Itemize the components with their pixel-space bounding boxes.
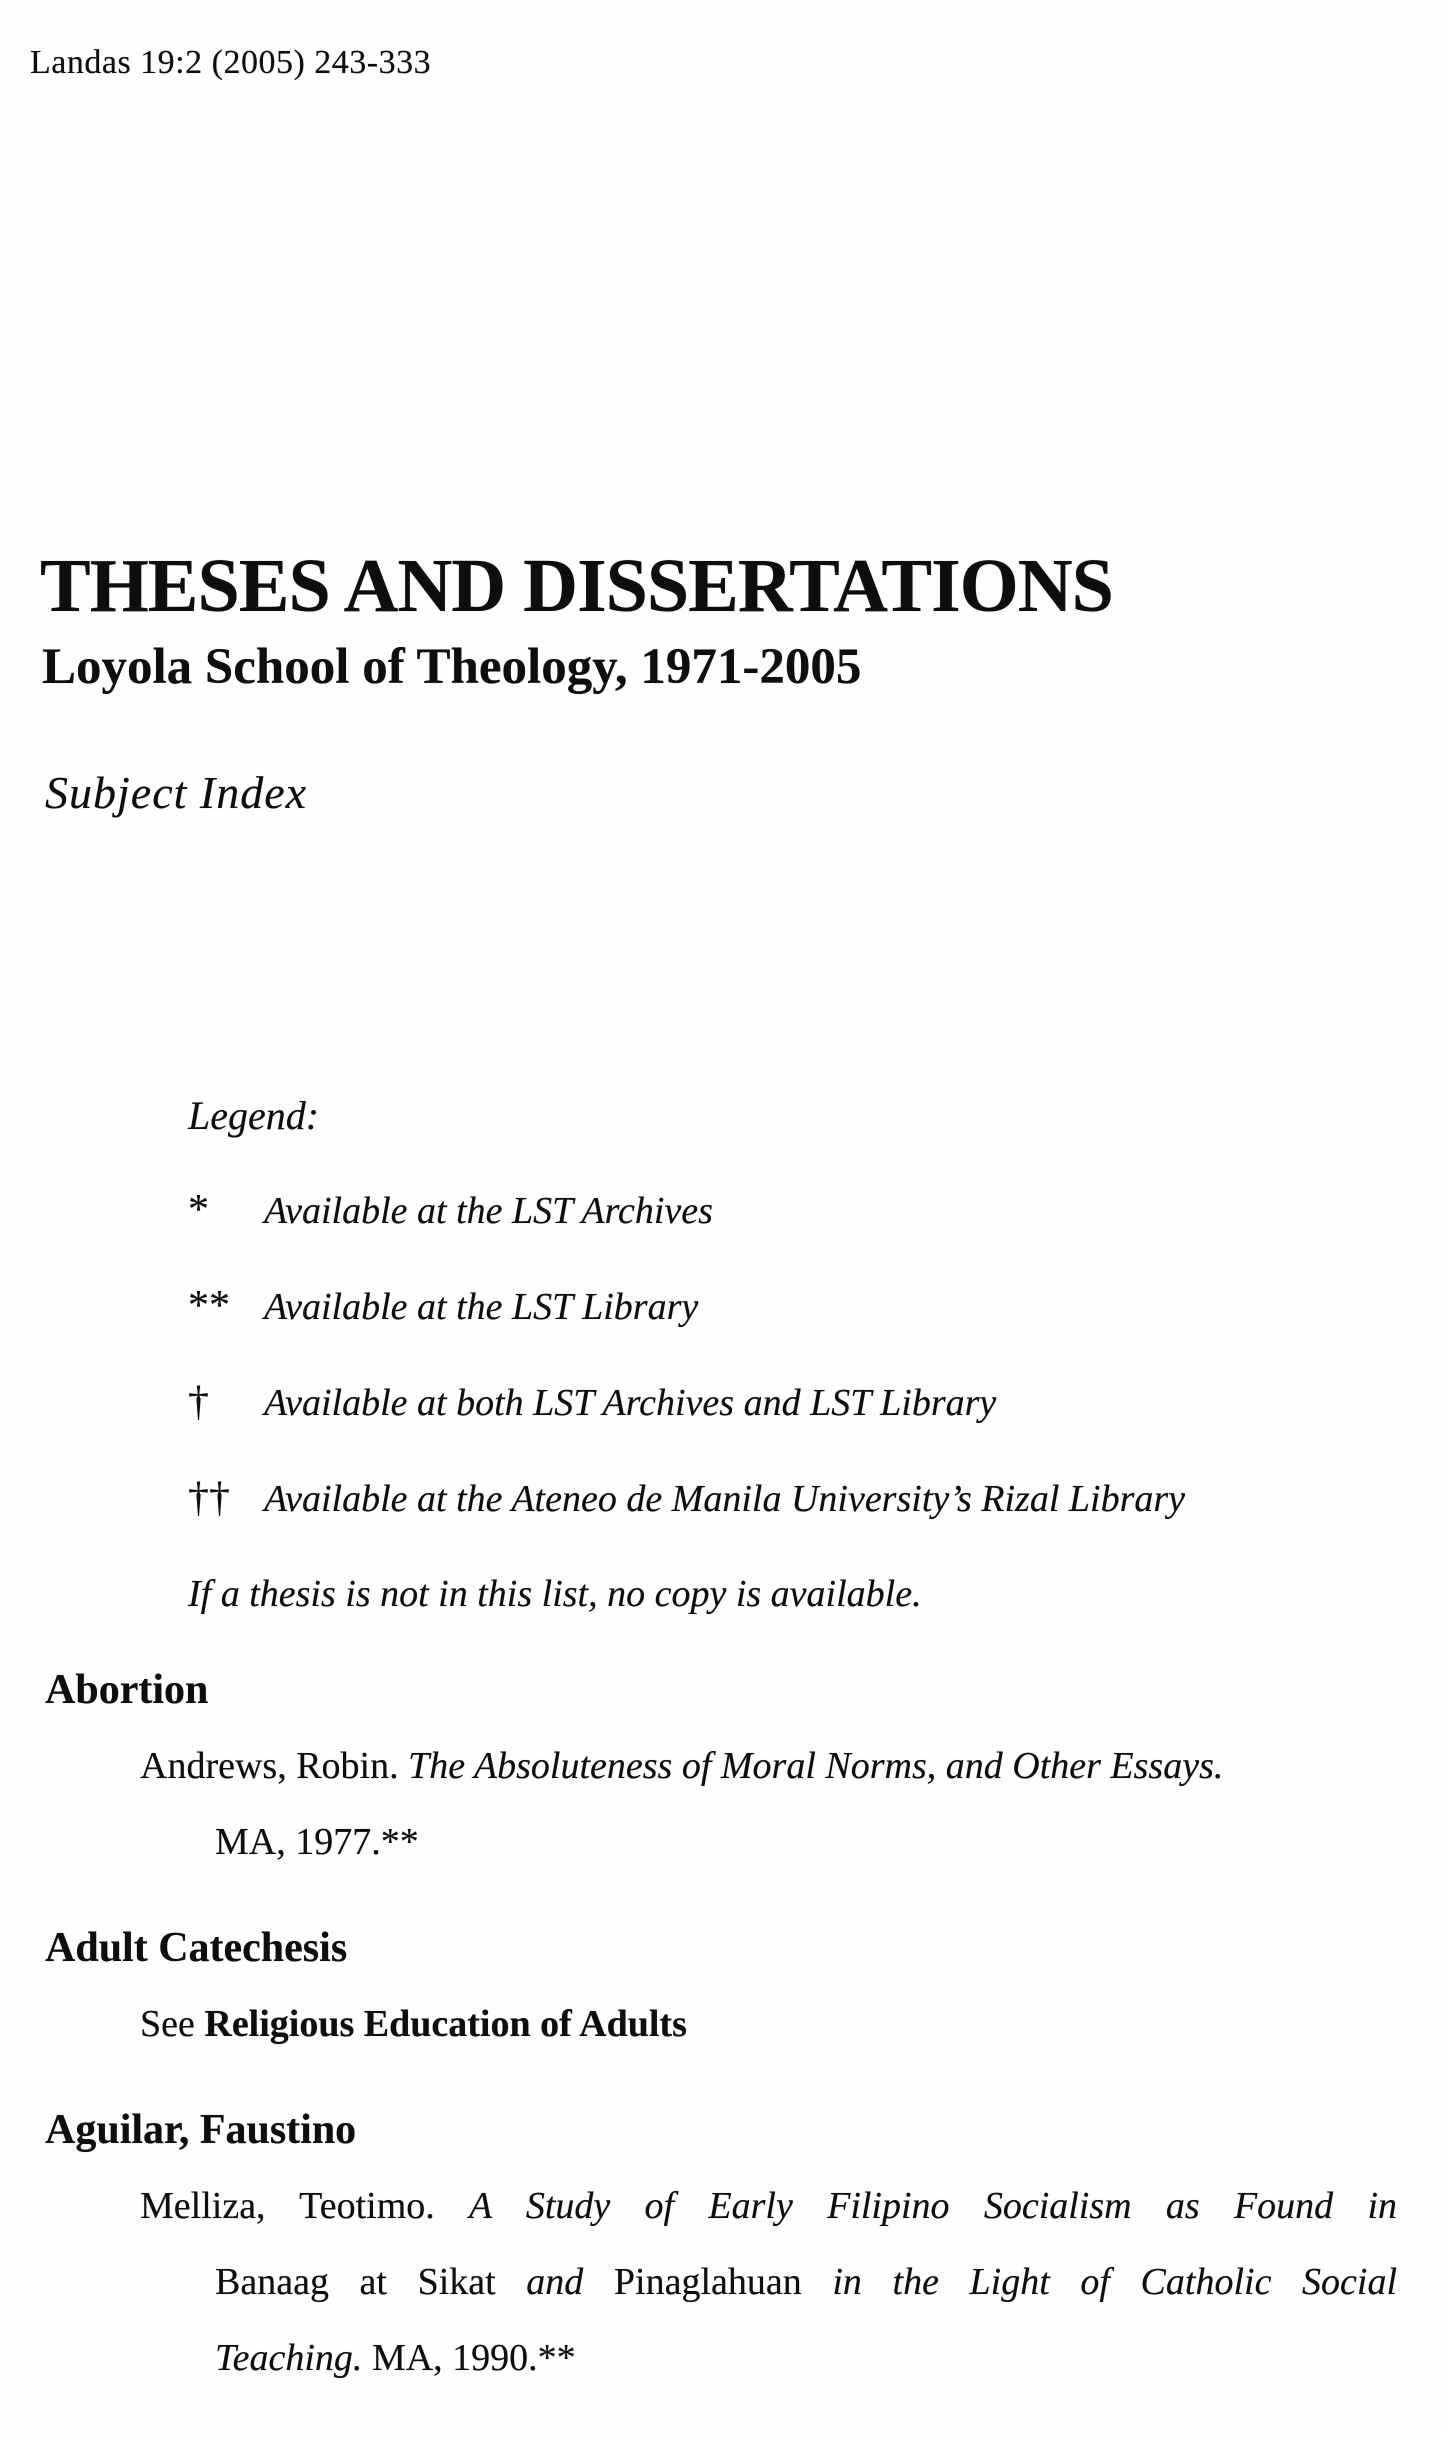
entry-line bbox=[140, 1728, 1397, 1804]
legend-item-text: Available at the Ateneo de Manila University’s Rizal Library bbox=[264, 1478, 1186, 1520]
entry-line bbox=[215, 2320, 1397, 2396]
legend-section bbox=[188, 1068, 1382, 1642]
legend-item bbox=[188, 1355, 1382, 1451]
subject-heading: Adult Catechesis bbox=[45, 1925, 348, 1971]
legend-item-text: Available at the LST Archives bbox=[264, 1190, 713, 1232]
subject-heading: Aguilar, Faustino bbox=[45, 2107, 357, 2153]
page-subtitle: Loyola School of Theology, 1971-2005 bbox=[42, 639, 862, 695]
legend-symbol: * bbox=[188, 1187, 209, 1233]
legend-note: If a thesis is not in this list, no copy is available. bbox=[188, 1573, 922, 1615]
text-segment: The Absoluteness of Moral Norms, and Other Essays. bbox=[408, 1745, 1224, 1787]
text-segment: Teaching. bbox=[215, 2337, 363, 2379]
journal-citation: Landas 19:2 (2005) 243-333 bbox=[30, 44, 432, 81]
index-entries bbox=[0, 1652, 1442, 2396]
text-segment: A Study of Early Filipino Socialism as Found in bbox=[469, 2185, 1397, 2227]
entry-line bbox=[215, 2244, 1397, 2320]
legend-heading: Legend: bbox=[188, 1093, 320, 1138]
legend-symbol: ** bbox=[188, 1283, 230, 1329]
text-segment: MA, 1977.** bbox=[215, 1821, 419, 1863]
legend-symbol: †† bbox=[188, 1475, 230, 1521]
text-segment: Andrews, Robin. bbox=[140, 1745, 409, 1787]
legend-item-text: Available at the LST Library bbox=[264, 1286, 699, 1328]
index-type-label: Subject Index bbox=[45, 767, 308, 818]
text-segment: Melliza, Teotimo. bbox=[140, 2185, 470, 2227]
entry-line bbox=[140, 1986, 1397, 2062]
page-title: THESES AND DISSERTATIONS bbox=[40, 544, 1113, 628]
text-segment: MA, 1990.** bbox=[362, 2337, 576, 2379]
legend-item bbox=[188, 1163, 1382, 1259]
text-segment: and bbox=[526, 2261, 614, 2303]
subject-heading: Abortion bbox=[45, 1667, 209, 1713]
entry-line bbox=[140, 2168, 1397, 2244]
text-segment: Pinaglahuan bbox=[613, 2261, 833, 2303]
text-segment: in the Light of Catholic Social bbox=[832, 2261, 1398, 2303]
legend-symbol: † bbox=[188, 1379, 209, 1425]
text-segment: Religious Education of Adults bbox=[204, 2003, 687, 2045]
legend-item bbox=[188, 1451, 1382, 1547]
legend-item-text: Available at both LST Archives and LST Library bbox=[264, 1382, 997, 1424]
entry-line bbox=[215, 1804, 1397, 1880]
text-segment: Banaag at Sikat bbox=[215, 2261, 527, 2303]
text-segment: See bbox=[140, 2003, 205, 2045]
legend-item bbox=[188, 1259, 1382, 1355]
legend-items bbox=[188, 1163, 1382, 1547]
